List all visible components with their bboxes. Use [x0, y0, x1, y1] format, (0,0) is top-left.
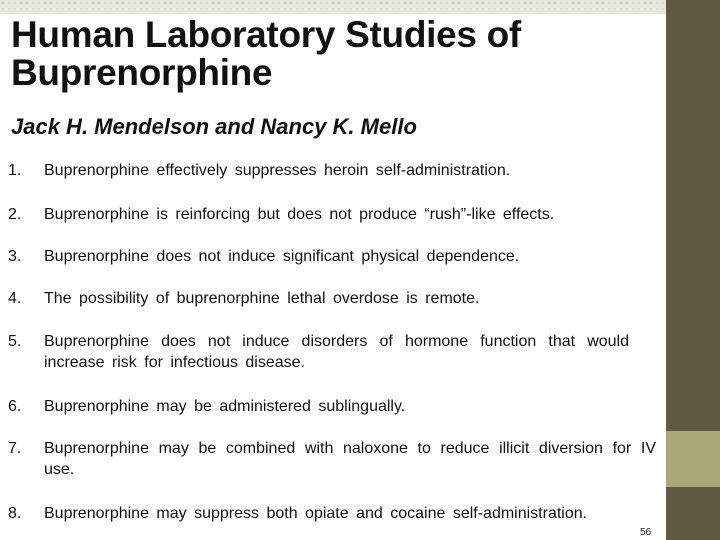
list-item-number: 8.	[8, 505, 22, 522]
list-item-number: 6.	[8, 398, 22, 415]
page-number: 56	[640, 527, 652, 538]
list-item-text: Buprenorphine is reinforcing but does not produce “rush”-like effects.	[44, 206, 555, 223]
list-item-number: 3.	[8, 248, 22, 265]
list-item-text: The possibility of buprenorphine lethal overdose is remote.	[44, 290, 480, 307]
list-item-number: 2.	[8, 206, 22, 223]
list-item-text: Buprenorphine does not induce disorders of hormone function that would increase risk for infectious disease.	[44, 333, 629, 371]
slide-title	[11, 16, 651, 92]
list-item-number: 1.	[8, 162, 22, 179]
list-item-number: 4.	[8, 290, 22, 307]
list-item-text: Buprenorphine may suppress both opiate and cocaine self-administration.	[44, 505, 588, 522]
authors: Jack H. Mendelson and Nancy K. Mello	[11, 114, 417, 139]
list-item-text: Buprenorphine does not induce significant physical dependence.	[44, 248, 520, 265]
top-decorative-strip	[0, 0, 666, 14]
list-item-text: Buprenorphine may be combined with naloxone to reduce illicit diversion for IV use.	[44, 440, 656, 478]
list-item-text: Buprenorphine effectively suppresses heroin self-administration.	[44, 162, 511, 179]
list-item-text: Buprenorphine may be administered sublingually.	[44, 398, 406, 415]
slide-title-line2: Buprenorphine	[11, 52, 273, 93]
list-item-number: 7.	[8, 440, 22, 457]
slide-title-line1: Human Laboratory Studies of	[11, 14, 521, 55]
right-accent-block	[666, 431, 720, 487]
top-strip-pattern	[0, 0, 666, 14]
list-item-number: 5.	[8, 333, 22, 350]
